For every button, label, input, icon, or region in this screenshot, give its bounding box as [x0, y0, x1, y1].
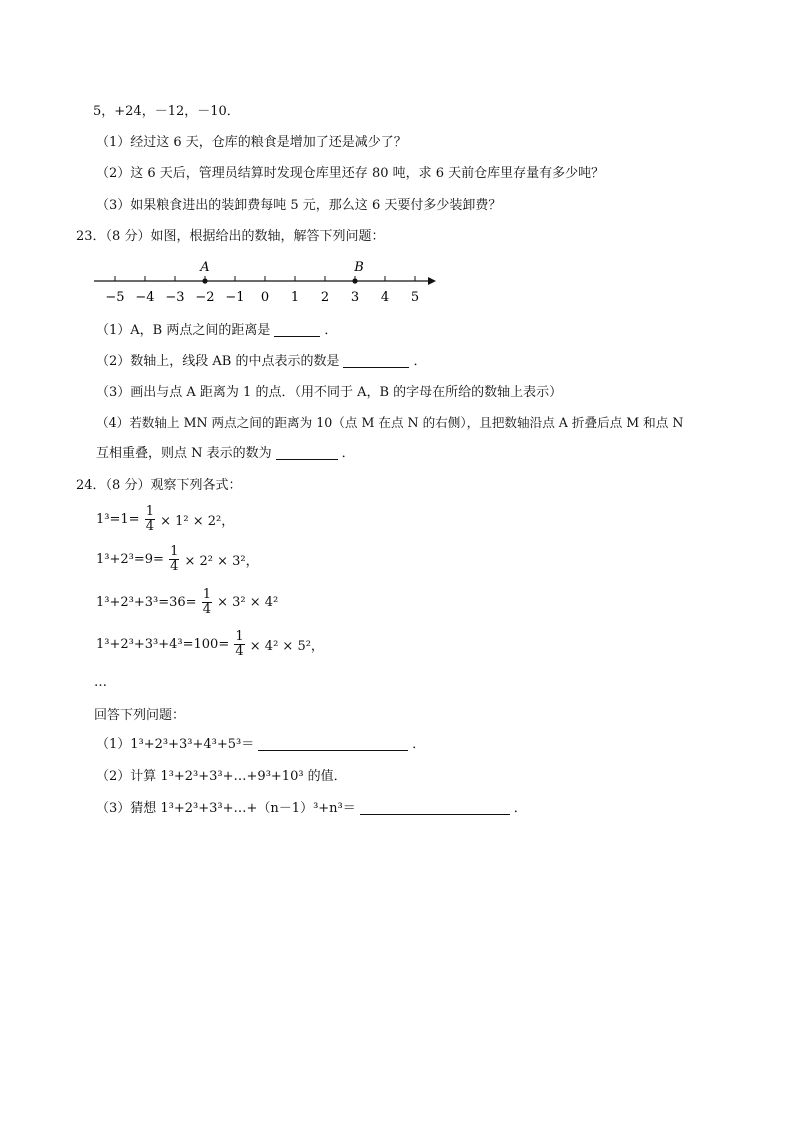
q24-sub1: [96, 736, 425, 754]
fraction-denominator: 4: [145, 519, 154, 534]
axis-tick-label: −5: [105, 290, 125, 305]
axis-tick-label: 3: [350, 290, 360, 305]
q23-sub4-line2: [96, 445, 355, 463]
q23-sub4-text: 互相重叠，则点 N 表示的数为: [96, 446, 272, 461]
q24-sub1-period: ．: [412, 737, 426, 752]
point-b-label: B: [354, 260, 364, 275]
q24-eq1-fraction: [145, 505, 155, 534]
q24-eq4-left: 1³+2³+3³+4³=100=: [96, 637, 230, 652]
point-a-label: A: [200, 260, 210, 275]
q24-sub2: （2）计算 1³+2³+3³+…+9³+10³ 的值．: [96, 769, 347, 784]
fraction-denominator: 4: [170, 559, 179, 574]
q23-sub2-answer-blank[interactable]: [343, 354, 409, 368]
axis-tick-label: 1: [290, 290, 300, 305]
q24-eq4-fraction: [234, 630, 244, 659]
q23-sub2-text: （2）数轴上，线段 AB 的中点表示的数是: [96, 354, 340, 369]
q24-sub1-answer-blank[interactable]: [258, 737, 408, 751]
q24-eq2-fraction: [169, 545, 179, 574]
q24-eq4-right: × 4² × 5²，: [249, 639, 324, 654]
q24-eq4: [96, 630, 324, 659]
q23-sub4-answer-blank[interactable]: [276, 446, 338, 460]
q23-sub2-period: ．: [413, 354, 427, 369]
q24-eq2-right: × 2² × 3²，: [184, 554, 259, 569]
point-a-dot: [202, 278, 207, 283]
number-line: [0, 254, 794, 314]
axis-tick-label: 4: [380, 290, 390, 305]
fraction-denominator: 4: [202, 602, 211, 617]
q23-header: 23．（8 分）如图，根据给出的数轴，解答下列问题：: [76, 229, 385, 244]
axis-tick-label: 5: [410, 290, 420, 305]
q24-eq3-left: 1³+2³+3³=36=: [96, 595, 197, 610]
fraction-numerator: 1: [145, 504, 154, 519]
q23-sub1-text: （1）A，B 两点之间的距离是: [96, 323, 271, 338]
fraction-numerator: 1: [170, 544, 179, 559]
q24-eq1-left: 1³=1=: [96, 512, 140, 527]
q23-sub2: [96, 353, 427, 371]
axis-arrow-icon: [428, 277, 436, 285]
q22-sub1: （1）经过这 6 天，仓库的粮食是增加了还是减少了？: [96, 135, 407, 150]
q24-eq3-right: × 3² × 4²: [217, 595, 279, 610]
q24-eq2-left: 1³+2³=9=: [96, 552, 164, 567]
q23-sub4-line1: （4）若数轴上 MN 两点之间的距离为 10（点 M 在点 N 的右侧），且把数轴沿点 A 折叠后点 M 和点 N: [96, 415, 684, 430]
q24-sub3-text: （3）猜想 1³+2³+3³+…+（n－1）³+n³＝: [96, 801, 356, 816]
axis-ticks: [115, 276, 415, 281]
point-b-dot: [352, 278, 357, 283]
fraction-numerator: 1: [235, 629, 244, 644]
q22-sub3: （3）如果粮食进出的装卸费每吨 5 元，那么这 6 天要付多少装卸费？: [96, 198, 502, 213]
q24-header: 24．（8 分）观察下列各式：: [76, 478, 242, 493]
q22-data-line: 5，+24，－12，－10．: [93, 104, 240, 119]
q24-eq2: [96, 545, 259, 574]
q23-sub1: [96, 322, 337, 340]
fraction-denominator: 4: [235, 644, 244, 659]
q24-eq1: [96, 505, 234, 534]
axis-tick-label: −4: [135, 290, 155, 305]
q24-sub3-answer-blank[interactable]: [360, 801, 510, 815]
q23-sub1-answer-blank[interactable]: [274, 323, 320, 337]
q24-eq3-fraction: [202, 588, 212, 617]
q24-sub3: [96, 800, 527, 818]
axis-tick-label: −3: [165, 290, 185, 305]
axis-tick-labels: [105, 290, 419, 305]
q24-sub1-text: （1）1³+2³+3³+4³+5³＝: [96, 737, 255, 752]
axis-tick-label: 0: [260, 290, 270, 305]
fraction-numerator: 1: [202, 587, 211, 602]
axis-tick-label: 2: [320, 290, 330, 305]
q24-sub3-period: ．: [513, 801, 527, 816]
q24-ellipsis: …: [94, 675, 107, 690]
axis-tick-label: −1: [225, 290, 245, 305]
q23-sub3: （3）画出与点 A 距离为 1 的点．（用不同于 A，B 的字母在所给的数轴上表示）: [96, 385, 563, 400]
q24-eq3: [96, 588, 278, 617]
q23-sub4-period: ．: [341, 446, 355, 461]
q22-sub2: （2）这 6 天后，管理员结算时发现仓库里还存 80 吨，求 6 天前仓库里存量有多少吨？: [96, 166, 605, 181]
q24-eq1-right: × 1² × 2²，: [160, 514, 235, 529]
q24-prompt: 回答下列问题：: [94, 708, 186, 723]
q23-sub1-period: ．: [324, 323, 338, 338]
axis-tick-label: −2: [195, 290, 215, 305]
